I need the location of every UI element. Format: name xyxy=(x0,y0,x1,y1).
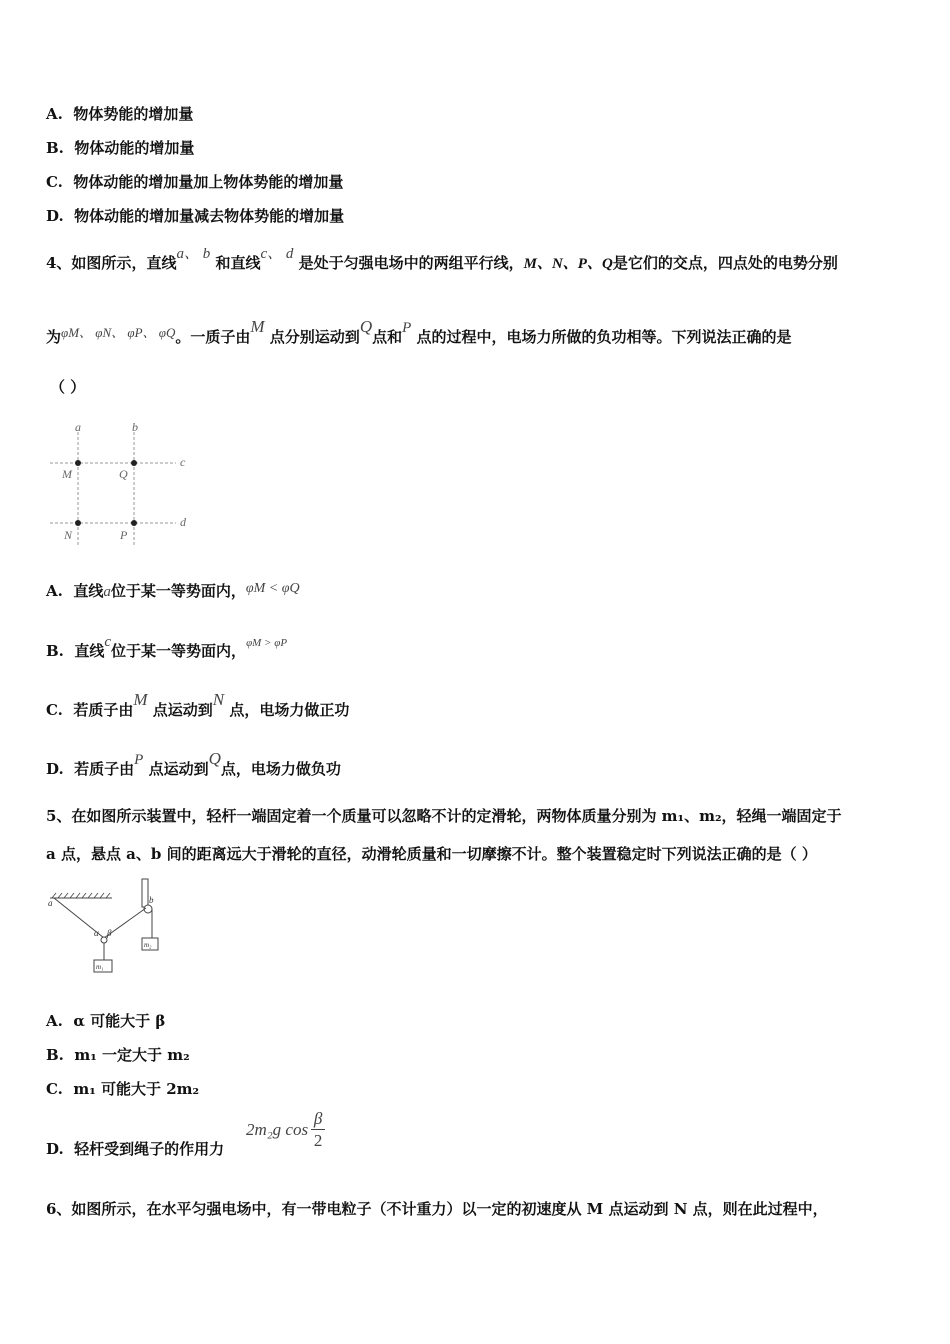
option-letter: C. xyxy=(46,173,63,191)
label-m: M xyxy=(62,467,72,481)
q4-option-b xyxy=(46,634,288,661)
q3-option-b xyxy=(46,137,194,158)
label-b: b xyxy=(149,895,154,905)
option-letter: A. xyxy=(46,582,63,600)
option-text: α 可能大于 β xyxy=(73,1012,166,1030)
label-a: a xyxy=(75,420,81,434)
q5-figure xyxy=(44,876,174,980)
formula-fraction xyxy=(311,1110,325,1149)
label-m1: m₁ xyxy=(96,963,104,971)
q4-option-d xyxy=(46,749,341,779)
q4-text: 点和 xyxy=(372,328,403,346)
option-letter: D. xyxy=(46,760,64,778)
q4-text: 是处于匀强电场中的两组平行线， xyxy=(298,254,524,272)
q5-option-d xyxy=(46,1138,224,1159)
q4-option-c xyxy=(46,690,350,720)
label-beta: β xyxy=(107,928,112,938)
point-n xyxy=(75,520,81,526)
option-text: 轻杆受到绳子的作用力 xyxy=(74,1140,225,1158)
q4-text: 和直线 xyxy=(215,254,261,272)
q5-option-c xyxy=(46,1078,199,1099)
q4-var-cd: c、 d xyxy=(260,246,294,262)
option-letter: B. xyxy=(46,139,64,157)
point-p xyxy=(131,520,137,526)
q4-text: 为 xyxy=(46,328,62,346)
q4-var-ab: a、 b xyxy=(176,246,211,262)
label-d: d xyxy=(180,515,186,529)
option-text: 位于某一等势面内， xyxy=(110,582,246,600)
q4-var-q: Q xyxy=(359,317,373,336)
q4-text: 点的过程中，电场力所做的负功相等。下列说法正确的是 xyxy=(416,328,792,346)
point-q xyxy=(131,460,137,466)
label-q: Q xyxy=(119,467,128,481)
option-var: N xyxy=(212,690,225,709)
q4-answer-paren: （ ） xyxy=(50,378,86,396)
q4-text: 点分别运动到 xyxy=(269,328,360,346)
q3-option-d xyxy=(46,205,344,226)
light-rod xyxy=(142,879,148,907)
point-m xyxy=(75,460,81,466)
q5-option-b xyxy=(46,1044,190,1065)
q5-stem-line1: 5、在如图所示装置中，轻杆一端固定着一个质量可以忽略不计的定滑轮，两物体质量分别为 m₁、m₂，轻绳一端固定于 xyxy=(46,807,842,825)
option-text: 若质子由 xyxy=(74,760,135,778)
label-a: a xyxy=(48,898,53,908)
label-b: b xyxy=(132,420,138,434)
q5-stem-line2: a 点，悬点 a、b 间的距离远大于滑轮的直径，动滑轮质量和一切摩擦不计。整个装置稳定时下列说法正确的是（ ） xyxy=(46,845,817,863)
q5-option-a xyxy=(46,1010,165,1031)
label-alpha: α xyxy=(94,928,99,938)
fraction-numerator: β xyxy=(313,1109,323,1128)
q4-text: 是它们的交点，四点处的电势分别 xyxy=(612,254,838,272)
option-text: 点运动到 xyxy=(152,701,213,719)
option-letter: B. xyxy=(46,1046,64,1064)
q4-text: 4、如图所示，直线 xyxy=(46,254,177,272)
option-math: φM < φQ xyxy=(245,581,300,596)
option-text: 点运动到 xyxy=(148,760,209,778)
option-var: M xyxy=(133,690,148,709)
q4-var-p: P xyxy=(402,320,412,336)
option-letter: D. xyxy=(46,1140,64,1158)
option-text: 直线 xyxy=(73,582,104,600)
option-text: 若质子由 xyxy=(73,701,134,719)
q3-option-a xyxy=(46,103,193,124)
option-var: c xyxy=(104,634,112,650)
q4-points: M、N、P、Q xyxy=(523,256,613,272)
label-n: N xyxy=(64,528,73,542)
option-var: P xyxy=(134,752,144,768)
q4-text: 。一质子由 xyxy=(175,328,251,346)
option-text: 点，电场力做负功 xyxy=(220,760,341,778)
option-text: 物体动能的增加量减去物体势能的增加量 xyxy=(74,207,345,225)
option-text: 物体动能的增加量 xyxy=(74,139,195,157)
q4-stem-line1 xyxy=(46,246,838,273)
option-text: 物体动能的增加量加上物体势能的增加量 xyxy=(73,173,344,191)
option-text: 点，电场力做正功 xyxy=(229,701,350,719)
fraction-bar xyxy=(311,1129,325,1130)
q4-stem-line2 xyxy=(46,317,792,347)
q4-figure xyxy=(40,418,200,550)
option-text: m₁ 可能大于 2m₂ xyxy=(73,1080,200,1098)
q4-potentials: φM、 φN、 φP、 φQ xyxy=(61,325,176,340)
option-letter: C. xyxy=(46,1080,63,1098)
label-p: P xyxy=(120,528,128,542)
option-math: φM > φP xyxy=(246,637,288,649)
q4-option-a xyxy=(46,580,300,601)
q4-var-m: M xyxy=(250,317,265,336)
option-letter: C. xyxy=(46,701,63,719)
option-text: m₁ 一定大于 m₂ xyxy=(74,1046,190,1064)
option-text: 直线 xyxy=(74,642,105,660)
option-letter: A. xyxy=(46,105,63,123)
option-text: 位于某一等势面内， xyxy=(111,642,247,660)
ceiling-hatch xyxy=(52,893,110,898)
q5-option-d-formula xyxy=(246,1110,325,1149)
label-c: c xyxy=(180,455,186,469)
option-letter: B. xyxy=(46,642,64,660)
fraction-denominator: 2 xyxy=(313,1131,323,1150)
option-text: 物体势能的增加量 xyxy=(73,105,194,123)
label-m2: m₂ xyxy=(144,941,152,949)
option-var: a xyxy=(103,584,111,600)
option-letter: D. xyxy=(46,207,64,225)
option-letter: A. xyxy=(46,1012,63,1030)
q6-stem-line1: 6、如图所示，在水平匀强电场中，有一带电粒子（不计重力）以一定的初速度从 M 点运动到 N 点，则在此过程中， xyxy=(46,1200,828,1218)
formula-lhs: 2m₂g cos xyxy=(246,1119,309,1139)
q3-option-c xyxy=(46,171,343,192)
option-var: Q xyxy=(208,749,221,768)
